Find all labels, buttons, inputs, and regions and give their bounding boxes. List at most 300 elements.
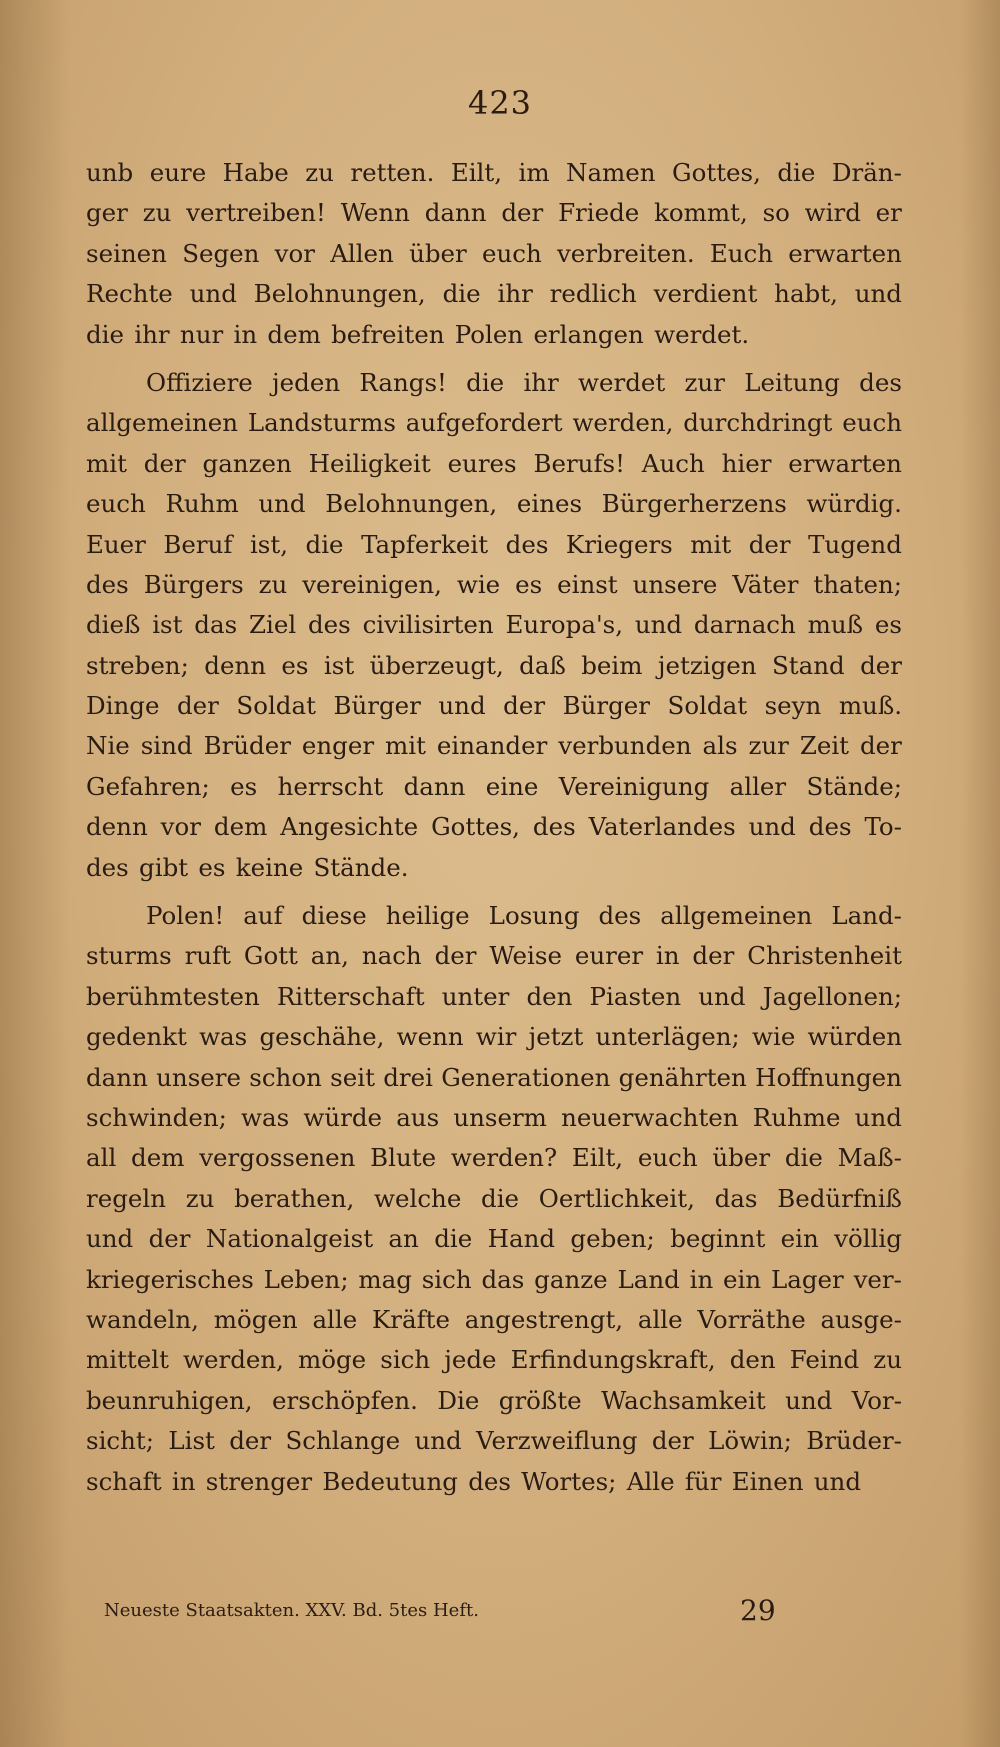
word: Euch — [709, 238, 774, 268]
word: Land- — [831, 901, 902, 931]
text-line — [86, 198, 902, 238]
word: Belohnungen, — [325, 489, 498, 519]
word: schon — [249, 1062, 322, 1092]
word: der — [503, 691, 546, 721]
word: Brüder- — [806, 1426, 902, 1456]
word: Europa's, — [505, 610, 624, 640]
word: retten. — [350, 158, 435, 187]
word: alle — [637, 1304, 683, 1334]
word: des — [505, 529, 549, 559]
text-line — [86, 610, 902, 650]
word: Landsturms — [247, 408, 396, 438]
word: wandeln, — [86, 1304, 199, 1334]
word: der — [434, 941, 477, 971]
text-line — [86, 1022, 902, 1062]
word: die — [481, 1183, 520, 1213]
word: aus — [396, 1102, 440, 1132]
word: Stände; — [806, 771, 902, 801]
word: euch — [481, 238, 542, 268]
word: ist — [323, 650, 355, 680]
word: Polen! — [146, 901, 225, 931]
word: vergossenen — [199, 1143, 356, 1173]
word: Vaterlandes — [588, 812, 736, 842]
text-line — [86, 368, 902, 408]
word: an — [388, 1224, 419, 1254]
word: für — [684, 1466, 722, 1496]
text-line — [86, 408, 902, 448]
word: die — [442, 279, 481, 309]
word: nur — [179, 319, 224, 349]
word: wenn — [396, 1022, 464, 1052]
word: List — [168, 1426, 215, 1456]
word: Feind — [789, 1345, 860, 1375]
word: Schlange — [285, 1426, 401, 1456]
word: Polen — [454, 319, 524, 349]
word: dann — [403, 771, 466, 801]
word: enger — [301, 731, 375, 761]
word: die — [434, 1224, 473, 1254]
word: und — [414, 1426, 462, 1456]
word: werden, — [572, 408, 674, 438]
word: berathen, — [234, 1183, 355, 1213]
word: ausge- — [820, 1304, 902, 1334]
word: vertreiben! — [186, 198, 326, 228]
word: muß — [807, 610, 864, 640]
word: Verzweiflung — [476, 1426, 638, 1456]
word: geben; — [570, 1224, 655, 1254]
word: der — [860, 731, 902, 761]
word: unsere — [632, 569, 718, 599]
word: durchdringt — [683, 408, 833, 438]
word: Nationalgeist — [205, 1224, 374, 1254]
text-line — [86, 1386, 902, 1426]
word: Löwin; — [708, 1426, 792, 1456]
text-line — [86, 1305, 902, 1345]
word: ein — [723, 1264, 762, 1294]
word: und — [634, 610, 683, 640]
word: im — [518, 158, 550, 187]
text-line — [86, 1345, 902, 1385]
word: denn — [86, 812, 148, 842]
word: das — [714, 1183, 758, 1213]
word: es — [874, 610, 902, 640]
word: Brüder — [203, 731, 291, 761]
word: eure — [149, 158, 207, 187]
word: der — [176, 691, 219, 721]
paragraph-gap — [86, 360, 902, 368]
word: überzeugt, — [369, 650, 504, 680]
word: ganzen — [202, 448, 292, 478]
word: vor — [160, 812, 201, 842]
word: würdig. — [806, 489, 902, 519]
word: dem — [267, 319, 321, 349]
word: Angesichte — [280, 812, 419, 842]
word: aufgefordert — [405, 408, 563, 438]
word: geschähe, — [259, 1022, 385, 1052]
word: berühmtesten — [86, 981, 260, 1011]
word: zu — [305, 158, 334, 187]
word: einander — [436, 731, 548, 761]
word: größte — [498, 1385, 582, 1415]
word: Nie — [86, 731, 130, 761]
word: ruft — [184, 941, 231, 971]
word: zu — [258, 569, 288, 599]
word: das — [481, 1264, 525, 1294]
word: dem — [213, 812, 268, 842]
word: schwinden; — [86, 1102, 227, 1132]
word: des — [808, 812, 852, 842]
word: unterlägen; — [595, 1022, 740, 1052]
word: jetzt — [528, 1022, 584, 1052]
word: zu — [873, 1345, 902, 1375]
word: beunruhigen, — [86, 1385, 253, 1415]
word: angestrengt, — [464, 1304, 624, 1334]
word: Segen — [182, 238, 260, 268]
word: möge — [298, 1345, 367, 1375]
word: Gottes, — [672, 158, 761, 187]
word: in — [171, 1466, 196, 1496]
word: Jagellonen; — [762, 981, 902, 1011]
word: eine — [485, 771, 539, 801]
word: der — [501, 198, 544, 228]
word: ver- — [853, 1264, 902, 1294]
text-line — [86, 731, 902, 771]
word: es — [281, 650, 309, 680]
word: ist, — [249, 529, 289, 559]
word: Blute — [370, 1143, 437, 1173]
word: unter — [441, 981, 510, 1011]
word: die — [777, 158, 816, 187]
word: mit — [690, 529, 732, 559]
text-line — [86, 570, 902, 610]
word: verbunden — [558, 731, 692, 761]
word: Bürgerherzens — [601, 489, 787, 519]
word: Eilt, — [571, 1143, 624, 1173]
text-line — [86, 853, 902, 893]
word: ger — [86, 198, 128, 228]
word: des — [598, 901, 642, 931]
word: den — [526, 981, 573, 1011]
word: ihr — [523, 367, 559, 397]
word: zu — [142, 198, 172, 228]
word: Kräfte — [371, 1304, 451, 1334]
word: Eilt, — [450, 158, 503, 187]
word: über — [409, 238, 467, 268]
word: die — [784, 1143, 823, 1173]
word: allgemeinen — [86, 408, 239, 438]
word: mag — [358, 1264, 412, 1294]
word: zur — [748, 731, 789, 761]
word: jede — [444, 1345, 497, 1375]
word: die — [86, 319, 125, 349]
text-line — [86, 982, 902, 1022]
word: in — [233, 319, 258, 349]
text-line — [86, 449, 902, 489]
word: all — [86, 1143, 117, 1173]
word: redlich — [549, 279, 637, 309]
text-line — [86, 812, 902, 852]
word: Wenn — [340, 198, 410, 228]
word: Erfindungskraft, — [510, 1345, 716, 1375]
word: neuerwachten — [561, 1102, 739, 1132]
word: würden — [807, 1022, 902, 1052]
word: herrscht — [277, 771, 384, 801]
word: Offiziere — [146, 367, 253, 397]
word: erwarten — [788, 448, 902, 478]
word: Vorräthe — [697, 1304, 806, 1334]
word: und — [258, 489, 306, 519]
word: der — [229, 1426, 272, 1456]
word: Ritterschaft — [276, 981, 425, 1011]
text-line — [86, 1103, 902, 1143]
word: und — [785, 1385, 833, 1415]
word: Maß- — [837, 1143, 902, 1173]
word: mögen — [213, 1304, 298, 1334]
word: Drän- — [831, 158, 902, 187]
word: und — [438, 691, 486, 721]
word: Beruf — [163, 529, 233, 559]
word: verdient — [653, 279, 758, 309]
word: kommt, — [654, 198, 748, 228]
word: was — [241, 1102, 290, 1132]
word: einst — [557, 569, 618, 599]
word: Ziel — [248, 610, 297, 640]
word: diese — [301, 901, 367, 931]
word: ihr — [134, 319, 170, 349]
word: seyn — [764, 691, 822, 721]
word: in — [655, 941, 680, 971]
word: Hand — [487, 1224, 556, 1254]
word: Gott — [243, 941, 298, 971]
word: muß. — [838, 691, 902, 721]
word: Rangs! — [359, 367, 447, 397]
word: wird — [804, 198, 861, 228]
word: euch — [637, 1143, 698, 1173]
word: genährten — [618, 1062, 747, 1092]
sheet-number: 29 — [740, 1594, 776, 1627]
word: sich — [380, 1345, 431, 1375]
word: ihr — [497, 279, 533, 309]
word: Kriegers — [565, 529, 673, 559]
word: aller — [729, 771, 787, 801]
word: daß — [519, 650, 566, 680]
word: Rechte — [86, 279, 173, 309]
word: die — [466, 367, 505, 397]
word: unserm — [453, 1102, 547, 1132]
text-line — [86, 901, 902, 941]
word: hier — [721, 448, 772, 478]
word: und — [854, 1102, 902, 1132]
word: als — [702, 731, 738, 761]
word: sind — [140, 731, 193, 761]
word: mit — [385, 731, 426, 761]
page-number: 423 — [467, 84, 533, 122]
word: gibt — [139, 852, 189, 882]
word: mittelt — [86, 1345, 169, 1375]
word: in — [689, 1264, 714, 1294]
word: seit — [330, 1062, 375, 1092]
word: darnach — [693, 610, 796, 640]
word: es — [515, 569, 543, 599]
word: des — [307, 610, 351, 640]
word: ganze — [534, 1264, 608, 1294]
word: über — [712, 1143, 771, 1173]
word: Vor- — [851, 1385, 902, 1415]
word: es — [198, 852, 226, 882]
text-line — [86, 1063, 902, 1103]
word: erlangen — [533, 319, 644, 349]
word: alle — [312, 1304, 358, 1334]
word: heilige — [385, 901, 470, 931]
word: Euer — [86, 529, 146, 559]
word: werden, — [183, 1345, 284, 1375]
word: völlig — [834, 1224, 902, 1254]
word: der — [860, 650, 902, 680]
word: Die — [437, 1385, 480, 1415]
word: To- — [864, 812, 902, 842]
text-line — [86, 239, 902, 279]
word: Tugend — [808, 529, 902, 559]
word: mit — [86, 448, 127, 478]
word: was — [199, 1022, 248, 1052]
word: an, — [310, 941, 349, 971]
word: Wachsamkeit — [601, 1385, 766, 1415]
text-line — [86, 530, 902, 570]
word: Ruhm — [165, 489, 239, 519]
word: Friede — [558, 198, 640, 228]
word: Bürger — [333, 691, 421, 721]
word: Bedeutung — [322, 1466, 458, 1496]
word: der — [748, 529, 791, 559]
word: werden? — [450, 1143, 558, 1173]
page-gutter-shadow — [0, 0, 70, 1747]
word: schaft — [86, 1466, 162, 1496]
word: seinen — [86, 238, 167, 268]
word: Oertlichkeit, — [538, 1183, 695, 1213]
word: vor — [274, 238, 315, 268]
text-line — [86, 489, 902, 529]
word: Dinge — [86, 691, 160, 721]
word: Belohnungen, — [253, 279, 426, 309]
word: jeden — [272, 367, 341, 397]
word: und — [854, 279, 902, 309]
word: Ruhme — [752, 1102, 841, 1132]
word: denn — [204, 650, 267, 680]
word: der — [148, 1224, 191, 1254]
word: der — [651, 1426, 694, 1456]
word: erschöpfen. — [272, 1385, 418, 1415]
word: und — [813, 1466, 862, 1496]
word: Wortes; — [521, 1466, 617, 1496]
word: civilisirten — [362, 610, 494, 640]
word: Tapferkeit — [361, 529, 489, 559]
page-edge-shadow — [960, 0, 1000, 1747]
word: jetzigen — [657, 650, 757, 680]
paragraph-gap — [86, 893, 902, 901]
word: wir — [475, 1022, 517, 1052]
word: eines — [516, 489, 583, 519]
word: zu — [185, 1183, 215, 1213]
word: Hoffnungen — [755, 1062, 902, 1092]
word: Gottes, — [431, 812, 520, 842]
word: der — [692, 941, 735, 971]
word: sich — [421, 1264, 472, 1294]
word: ist — [152, 610, 183, 640]
word: Vereinigung — [558, 771, 710, 801]
text-line — [86, 279, 902, 319]
word: Leben; — [263, 1264, 349, 1294]
word: Bürgers — [143, 569, 244, 599]
text-line — [86, 941, 902, 981]
word: welche — [374, 1183, 462, 1213]
word: nach — [361, 941, 422, 971]
text-line — [86, 1467, 902, 1507]
word: drei — [383, 1062, 433, 1092]
word: dann — [424, 198, 487, 228]
word: werdet. — [654, 319, 750, 349]
footer-signature: Neueste Staatsakten. XXV. Bd. 5tes Heft. — [104, 1600, 479, 1621]
word: unsere — [156, 1062, 241, 1092]
text-line — [86, 651, 902, 691]
word: unb — [86, 158, 134, 187]
word: des — [859, 367, 902, 397]
word: strenger — [205, 1466, 313, 1496]
word: dem — [131, 1143, 185, 1173]
word: und — [86, 1224, 134, 1254]
word: Land — [617, 1264, 680, 1294]
word: beginnt — [670, 1224, 766, 1254]
word: auf — [243, 901, 283, 931]
word: Namen — [566, 158, 656, 187]
word: und — [748, 812, 796, 842]
word: er — [875, 198, 902, 228]
word: ein — [780, 1224, 819, 1254]
word: des — [532, 812, 576, 842]
word: vereinigen, — [302, 569, 442, 599]
word: Bedürfniß — [777, 1183, 902, 1213]
word: sicht; — [86, 1426, 155, 1456]
word: und — [698, 981, 746, 1011]
word: befreiten — [331, 319, 445, 349]
word: allgemeinen — [660, 901, 813, 931]
word: streben; — [86, 650, 189, 680]
body-text — [86, 158, 902, 1507]
word: die — [305, 529, 344, 559]
word: Gefahren; — [86, 771, 210, 801]
word: eurer — [574, 941, 644, 971]
word: beim — [581, 650, 643, 680]
word: dann — [86, 1062, 148, 1092]
word: Zeit — [799, 731, 850, 761]
word: Einen — [731, 1466, 804, 1496]
word: des — [86, 852, 129, 882]
word: wie — [752, 1022, 796, 1052]
word: würde — [303, 1102, 383, 1132]
word: Habe — [222, 158, 289, 187]
word: gedenkt — [86, 1022, 187, 1052]
word: der — [143, 448, 186, 478]
word: so — [762, 198, 790, 228]
word: Christenheit — [747, 941, 902, 971]
text-line — [86, 1265, 902, 1305]
text-line — [86, 1184, 902, 1224]
text-line — [86, 691, 902, 731]
text-line — [86, 158, 902, 198]
word: Heiligkeit — [308, 448, 431, 478]
word: dieß — [86, 610, 141, 640]
word: Soldat — [667, 691, 748, 721]
word: Bürger — [562, 691, 650, 721]
